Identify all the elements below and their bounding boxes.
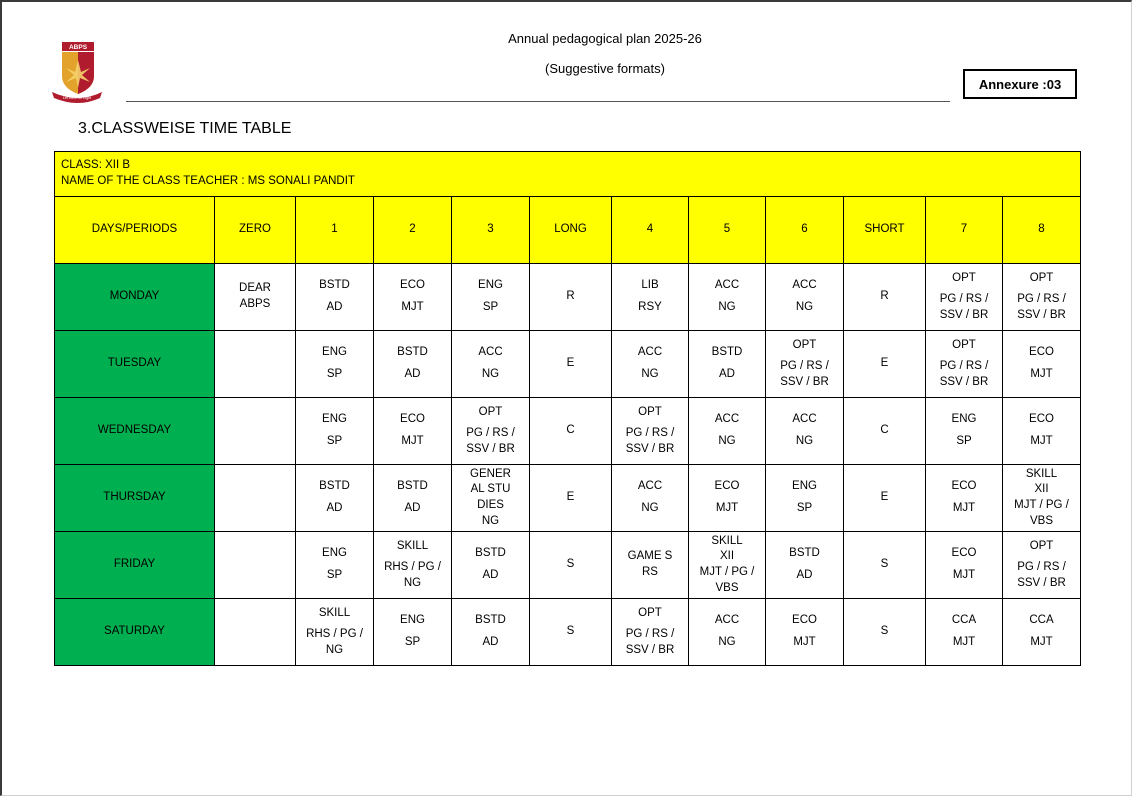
period-cell	[1003, 465, 1081, 532]
cell-text: ACC	[637, 346, 663, 359]
cell-text: SP	[482, 301, 499, 313]
cell-text: ACC	[792, 279, 817, 292]
cell-text: ECO	[951, 480, 977, 493]
column-header: DAYS/PERIODS	[55, 197, 215, 264]
period-cell	[689, 532, 766, 599]
cell-text: NG	[641, 368, 659, 380]
cell-text: OPT	[638, 606, 662, 619]
column-header-row	[55, 197, 1081, 264]
cell-text: ENG	[322, 413, 347, 426]
cell-text: AD	[482, 569, 499, 581]
day-name: MONDAY	[55, 264, 215, 331]
column-header: 3	[452, 197, 530, 264]
period-cell	[926, 264, 1003, 331]
cell-text: ENG	[400, 614, 425, 627]
cell-text: R	[880, 290, 889, 303]
period-cell	[452, 264, 530, 331]
cell-text: MJT / PG /	[699, 566, 755, 578]
cell-text: PG / RS /	[1017, 293, 1066, 306]
cell-text: SSV / BR	[939, 308, 989, 321]
logo-motto: Let there be Light	[63, 96, 91, 100]
cell-text: OPT	[638, 405, 662, 418]
cell-text: SP	[326, 368, 343, 380]
cell-text: XII	[1034, 483, 1049, 496]
period-cell	[452, 331, 530, 398]
day-name: SATURDAY	[55, 599, 215, 666]
class-teacher: NAME OF THE CLASS TEACHER : MS SONALI PANDIT	[61, 175, 355, 187]
period-cell	[766, 532, 844, 599]
period-cell	[215, 599, 296, 666]
timetable	[54, 151, 1081, 666]
period-cell	[374, 398, 452, 465]
cell-text: PG / RS /	[466, 427, 515, 440]
cell-text: PG / RS /	[625, 427, 675, 440]
cell-text: S	[566, 625, 575, 638]
period-cell	[844, 398, 926, 465]
column-header: 1	[296, 197, 374, 264]
cell-text: OPT	[1029, 539, 1054, 552]
cell-text: SSV / BR	[939, 375, 989, 388]
cell-text: BSTD	[319, 480, 350, 493]
cell-text: ENG	[478, 279, 503, 292]
cell-text: RS	[642, 566, 658, 578]
period-cell	[296, 599, 374, 666]
cell-text: BSTD	[397, 346, 428, 359]
cell-text: NG	[718, 435, 736, 447]
period-cell	[374, 331, 452, 398]
cell-text: SSV / BR	[466, 442, 515, 455]
period-cell	[374, 465, 452, 532]
period-cell	[1003, 331, 1081, 398]
period-cell	[530, 331, 612, 398]
cell-text: AD	[404, 502, 421, 514]
cell-text: OPT	[1029, 271, 1054, 284]
period-cell	[689, 331, 766, 398]
cell-text: C	[566, 424, 575, 437]
cell-text: PG / RS /	[1017, 561, 1066, 574]
cell-text: ABPS	[239, 298, 271, 310]
period-cell	[926, 465, 1003, 532]
cell-text: OPT	[952, 338, 976, 351]
cell-text: PG / RS /	[780, 360, 829, 373]
period-cell	[452, 465, 530, 532]
header-divider	[126, 101, 950, 102]
period-cell	[452, 398, 530, 465]
period-cell	[452, 599, 530, 666]
cell-text: CCA	[1029, 614, 1054, 627]
cell-text: S	[880, 558, 889, 571]
cell-text: DEAR	[239, 282, 271, 295]
cell-text: AD	[326, 301, 343, 313]
document-subtitle: (Suggestive formats)	[545, 61, 665, 76]
cell-text: MJT	[401, 301, 424, 313]
cell-text: SP	[326, 569, 343, 581]
cell-text: ACC	[637, 480, 663, 493]
period-cell	[612, 398, 689, 465]
cell-text: OPT	[478, 405, 503, 418]
period-cell	[1003, 599, 1081, 666]
period-cell	[612, 331, 689, 398]
cell-text: RSY	[638, 301, 662, 313]
column-header: 4	[612, 197, 689, 264]
cell-text: ACC	[792, 413, 817, 426]
cell-text: AD	[326, 502, 343, 514]
column-header: 8	[1003, 197, 1081, 264]
cell-text: AD	[719, 368, 735, 380]
period-cell	[689, 398, 766, 465]
period-cell	[215, 331, 296, 398]
table-row	[55, 532, 1081, 599]
cell-text: ACC	[714, 413, 740, 426]
cell-text: R	[566, 290, 575, 303]
cell-text: CCA	[951, 614, 977, 627]
period-cell	[215, 264, 296, 331]
cell-text: SSV / BR	[625, 442, 675, 455]
cell-text: MJT	[952, 502, 976, 514]
cell-text: MJT	[952, 636, 976, 648]
period-cell	[296, 532, 374, 599]
period-cell	[530, 398, 612, 465]
cell-text: S	[566, 558, 575, 571]
period-cell	[1003, 398, 1081, 465]
cell-text: ACC	[714, 614, 740, 627]
class-name: CLASS: XII B	[61, 159, 131, 172]
class-info	[55, 152, 1081, 197]
period-cell	[926, 599, 1003, 666]
day-name: WEDNESDAY	[55, 398, 215, 465]
day-name: THURSDAY	[55, 465, 215, 532]
period-cell	[215, 532, 296, 599]
cell-text: ECO	[1029, 413, 1054, 426]
cell-text: MJT	[952, 569, 976, 581]
cell-text: ENG	[951, 413, 977, 426]
cell-text: SKILL	[318, 606, 351, 619]
period-cell	[926, 331, 1003, 398]
period-cell	[766, 264, 844, 331]
cell-text: E	[566, 491, 575, 504]
period-cell	[612, 465, 689, 532]
cell-text: PG / RS /	[939, 293, 989, 306]
period-cell	[1003, 532, 1081, 599]
table-row	[55, 465, 1081, 532]
cell-text: ENG	[792, 480, 817, 493]
period-cell	[612, 532, 689, 599]
period-cell	[215, 465, 296, 532]
cell-text: OPT	[952, 271, 976, 284]
cell-text: BSTD	[789, 547, 820, 560]
cell-text: SP	[326, 435, 343, 447]
cell-text: XII	[719, 550, 735, 563]
period-cell	[766, 398, 844, 465]
cell-text: SKILL	[396, 539, 429, 552]
cell-text: SKILL	[711, 534, 743, 547]
cell-text: OPT	[792, 338, 817, 351]
period-cell	[1003, 264, 1081, 331]
cell-text: ECO	[400, 279, 425, 292]
cell-text: NG	[403, 576, 422, 589]
table-row	[55, 264, 1081, 331]
cell-text: MJT	[401, 435, 424, 447]
column-header: 5	[689, 197, 766, 264]
cell-text: NG	[641, 502, 659, 514]
cell-text: NG	[795, 301, 814, 313]
cell-text: SP	[796, 502, 813, 514]
cell-text: SSV / BR	[1017, 576, 1066, 589]
cell-text: ECO	[400, 413, 425, 426]
period-cell	[844, 465, 926, 532]
cell-text: ECO	[1029, 346, 1054, 359]
logo-text: ABPS	[68, 44, 88, 51]
period-cell	[452, 532, 530, 599]
period-cell	[612, 264, 689, 331]
period-cell	[296, 398, 374, 465]
cell-text: ENG	[322, 547, 347, 560]
period-cell	[926, 398, 1003, 465]
period-cell	[844, 264, 926, 331]
cell-text: SP	[956, 435, 972, 447]
period-cell	[689, 599, 766, 666]
cell-text: SSV / BR	[780, 375, 829, 388]
cell-text: MJT	[715, 502, 739, 514]
table-row	[55, 599, 1081, 666]
column-header: LONG	[530, 197, 612, 264]
cell-text: MJT	[1030, 636, 1053, 648]
column-header: 2	[374, 197, 452, 264]
cell-text: SSV / BR	[625, 643, 675, 656]
column-header: ZERO	[215, 197, 296, 264]
cell-text: BSTD	[475, 614, 506, 627]
cell-text: MJT / PG /	[1014, 499, 1069, 511]
period-cell	[530, 465, 612, 532]
cell-text: E	[880, 357, 889, 370]
cell-text: NG	[325, 643, 344, 656]
period-cell	[766, 465, 844, 532]
cell-text: MJT	[793, 636, 816, 648]
cell-text: LIB	[641, 279, 659, 292]
cell-text: S	[880, 625, 889, 638]
day-name: TUESDAY	[55, 331, 215, 398]
cell-text: NG	[481, 368, 500, 380]
cell-text: BSTD	[397, 480, 428, 493]
cell-text: NG	[718, 636, 736, 648]
cell-text: PG / RS /	[939, 360, 989, 373]
column-header: SHORT	[844, 197, 926, 264]
cell-text: ECO	[714, 480, 740, 493]
school-logo-icon	[50, 42, 104, 104]
period-cell	[215, 398, 296, 465]
cell-text: BSTD	[711, 346, 743, 359]
cell-text: SSV / BR	[1017, 308, 1066, 321]
cell-text: E	[566, 357, 575, 370]
period-cell	[844, 331, 926, 398]
cell-text: AD	[796, 569, 813, 581]
period-cell	[296, 465, 374, 532]
cell-text: BSTD	[475, 547, 506, 560]
cell-text: MJT	[1030, 368, 1053, 380]
cell-text: RHS / PG /	[384, 561, 441, 574]
cell-text: NG	[795, 435, 814, 447]
cell-text: ECO	[792, 614, 817, 627]
table-row	[55, 331, 1081, 398]
cell-text: C	[880, 424, 889, 437]
cell-text: E	[880, 491, 889, 504]
cell-text: AD	[404, 368, 421, 380]
cell-text: VBS	[715, 581, 739, 594]
column-header: 6	[766, 197, 844, 264]
cell-text: BSTD	[319, 279, 350, 292]
cell-text: ACC	[714, 279, 740, 292]
period-cell	[374, 599, 452, 666]
period-cell	[374, 264, 452, 331]
cell-text: ENG	[322, 346, 347, 359]
period-cell	[530, 599, 612, 666]
period-cell	[766, 331, 844, 398]
cell-text: NG	[718, 301, 736, 313]
cell-text: SP	[404, 636, 421, 648]
cell-text: AL STU	[470, 483, 511, 496]
cell-text: DIES	[477, 499, 504, 511]
period-cell	[689, 264, 766, 331]
cell-text: GAME S	[627, 550, 673, 563]
annexure-box: Annexure :03	[963, 69, 1077, 99]
cell-text: RHS / PG /	[306, 628, 363, 641]
day-name: FRIDAY	[55, 532, 215, 599]
section-heading: 3.CLASSWEISE TIME TABLE	[78, 120, 292, 137]
period-cell	[530, 532, 612, 599]
period-cell	[844, 532, 926, 599]
column-header: 7	[926, 197, 1003, 264]
cell-text: GENER	[470, 467, 511, 480]
period-cell	[766, 599, 844, 666]
period-cell	[926, 532, 1003, 599]
document-title: Annual pedagogical plan 2025-26	[508, 31, 702, 46]
table-row	[55, 398, 1081, 465]
cell-text: ECO	[951, 547, 977, 560]
cell-text: VBS	[1030, 514, 1054, 527]
period-cell	[296, 264, 374, 331]
cell-text: MJT	[1030, 435, 1053, 447]
cell-text: AD	[482, 636, 499, 648]
period-cell	[844, 599, 926, 666]
period-cell	[374, 532, 452, 599]
period-cell	[296, 331, 374, 398]
cell-text: NG	[481, 514, 500, 527]
period-cell	[689, 465, 766, 532]
cell-text: ACC	[478, 346, 503, 359]
period-cell	[530, 264, 612, 331]
cell-text: PG / RS /	[625, 628, 675, 641]
period-cell	[612, 599, 689, 666]
cell-text: SKILL	[1025, 467, 1058, 480]
